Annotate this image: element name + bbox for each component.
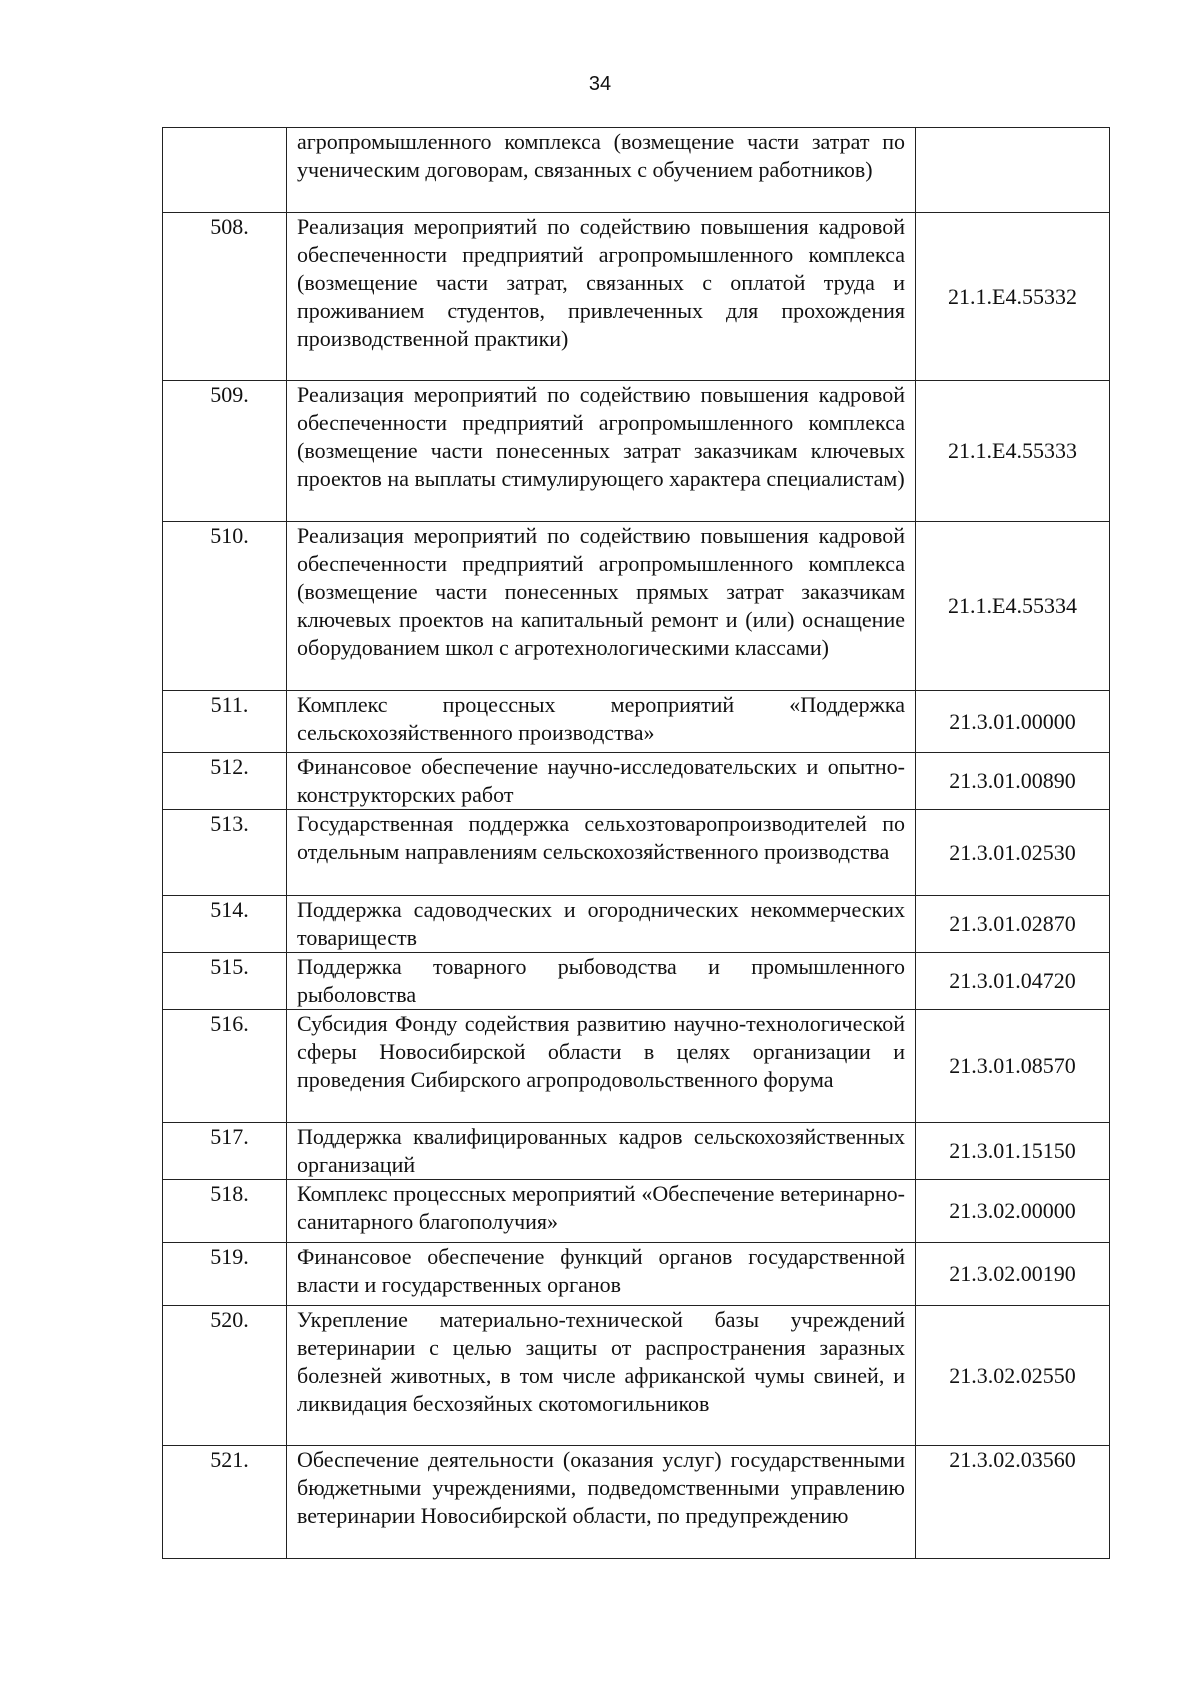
- row-description: Поддержка садоводческих и огороднических некоммерческих товариществ: [287, 896, 916, 953]
- row-number-cell: 514.: [163, 896, 287, 953]
- row-number-cell: 519.: [163, 1243, 287, 1306]
- page-number: 34: [588, 73, 612, 95]
- table-row: [163, 953, 1110, 1010]
- row-number-cell: 516.: [163, 1010, 287, 1123]
- row-code: 21.3.01.02530: [916, 810, 1110, 896]
- row-description: агропромышленного комплекса (возмещение части затрат по ученическим договорам, связанных с обучением работников): [287, 128, 916, 213]
- row-number-cell: 521.: [163, 1446, 287, 1559]
- row-number-cell: 515.: [163, 953, 287, 1010]
- row-description: Укрепление материально-технической базы учреждений ветеринарии с целью защиты от распространения заразных болезней животных, в том числе африканской чумы свиней, и ликвидация бесхозяйных скотомогильников: [287, 1306, 916, 1446]
- row-code: 21.1.Е4.55334: [916, 522, 1110, 691]
- row-number-cell: 517.: [163, 1123, 287, 1180]
- row-number-cell: 508.: [163, 213, 287, 381]
- table-row: [163, 1123, 1110, 1180]
- table-row: [163, 128, 1110, 213]
- row-code: 21.3.01.08570: [916, 1010, 1110, 1123]
- row-description: Обеспечение деятельности (оказания услуг) государственными бюджетными учреждениями, подведомственными управлению ветеринарии Новосибирской области, по предупреждению: [287, 1446, 916, 1559]
- row-description: Реализация мероприятий по содействию повышения кадровой обеспеченности предприятий агропромышленного комплекса (возмещение части затрат, связанных с оплатой труда и проживанием студентов, привлеченных для прохождения производственной практики): [287, 213, 916, 381]
- row-code: [916, 128, 1110, 213]
- row-description: Финансовое обеспечение функций органов государственной власти и государственных органов: [287, 1243, 916, 1306]
- row-description: Реализация мероприятий по содействию повышения кадровой обеспеченности предприятий агропромышленного комплекса (возмещение части понесенных прямых затрат заказчикам ключевых проектов на капитальный ремонт и (или) оснащение оборудованием школ с агротехнологическими классами): [287, 522, 916, 691]
- table-row: [163, 1010, 1110, 1123]
- row-code: 21.3.02.00190: [916, 1243, 1110, 1306]
- row-code: 21.3.02.03560: [916, 1446, 1110, 1559]
- row-code: 21.3.02.02550: [916, 1306, 1110, 1446]
- row-number-cell: 520.: [163, 1306, 287, 1446]
- row-number-cell: 511.: [163, 691, 287, 753]
- table-row: [163, 691, 1110, 753]
- row-number-cell: [163, 128, 287, 213]
- table-row: [163, 896, 1110, 953]
- row-number-cell: 518.: [163, 1180, 287, 1243]
- row-description: Финансовое обеспечение научно-исследовательских и опытно-конструкторских работ: [287, 753, 916, 810]
- row-number-cell: 512.: [163, 753, 287, 810]
- row-description: Комплекс процессных мероприятий «Поддержка сельскохозяйственного производства»: [287, 691, 916, 753]
- table-row: [163, 1446, 1110, 1559]
- row-code: 21.3.01.04720: [916, 953, 1110, 1010]
- table-row: [163, 213, 1110, 381]
- row-code: 21.3.01.02870: [916, 896, 1110, 953]
- row-description: Государственная поддержка сельхозтоваропроизводителей по отдельным направлениям сельскохозяйственного производства: [287, 810, 916, 896]
- table-row: [163, 1306, 1110, 1446]
- row-description: Поддержка квалифицированных кадров сельскохозяйственных организаций: [287, 1123, 916, 1180]
- row-code: 21.3.02.00000: [916, 1180, 1110, 1243]
- classification-table: [162, 127, 1110, 1559]
- table-row: [163, 753, 1110, 810]
- row-code: 21.1.Е4.55333: [916, 381, 1110, 522]
- row-number-cell: 513.: [163, 810, 287, 896]
- table-row: [163, 381, 1110, 522]
- row-description: Субсидия Фонду содействия развитию научно-технологической сферы Новосибирской области в целях организации и проведения Сибирского агропродовольственного форума: [287, 1010, 916, 1123]
- row-description: Поддержка товарного рыбоводства и промышленного рыболовства: [287, 953, 916, 1010]
- table-row: [163, 810, 1110, 896]
- row-number-cell: 509.: [163, 381, 287, 522]
- table-row: [163, 1180, 1110, 1243]
- row-description: Комплекс процессных мероприятий «Обеспечение ветеринарно-санитарного благополучия»: [287, 1180, 916, 1243]
- row-code: 21.3.01.15150: [916, 1123, 1110, 1180]
- row-code: 21.3.01.00890: [916, 753, 1110, 810]
- table-row: [163, 522, 1110, 691]
- row-code: 21.3.01.00000: [916, 691, 1110, 753]
- table-row: [163, 1243, 1110, 1306]
- row-number-cell: 510.: [163, 522, 287, 691]
- row-code: 21.1.Е4.55332: [916, 213, 1110, 381]
- row-description: Реализация мероприятий по содействию повышения кадровой обеспеченности предприятий агропромышленного комплекса (возмещение части понесенных затрат заказчикам ключевых проектов на выплаты стимулирующего характера специалистам): [287, 381, 916, 522]
